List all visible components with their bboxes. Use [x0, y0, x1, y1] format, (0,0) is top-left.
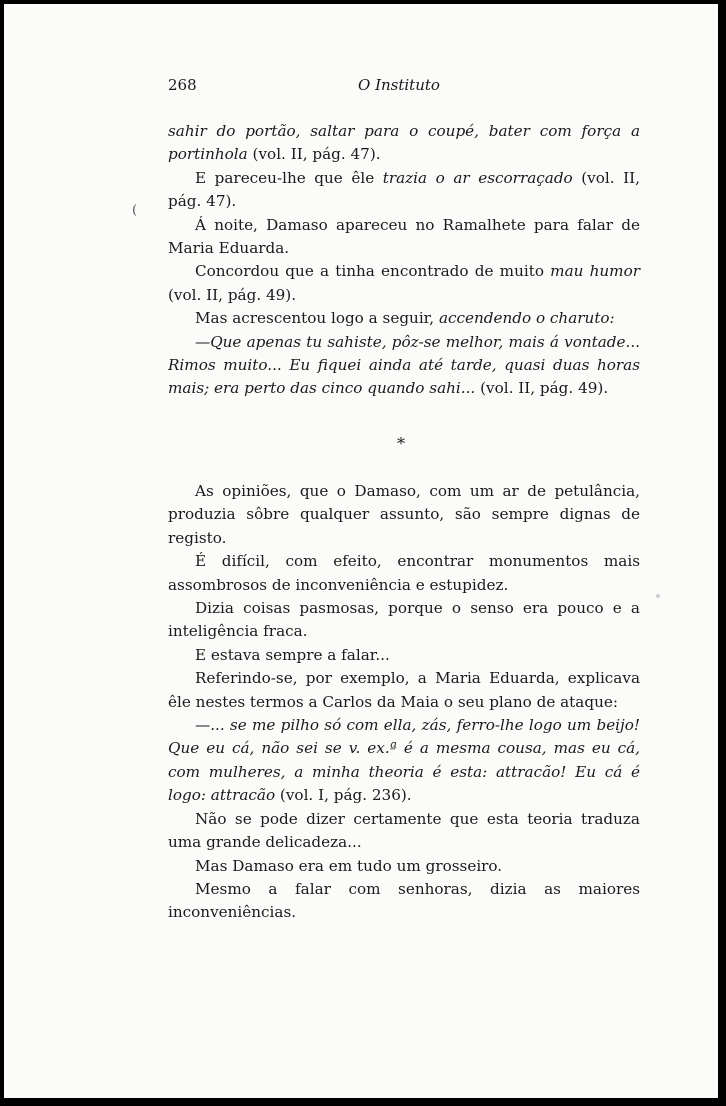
paragraph: É difícil, com efeito, encontrar monumentos mais assombrosos de inconveniência e estupidez.	[168, 552, 640, 594]
paragraph: Mesmo a falar com senhoras, dizia as maiores inconveniências.	[168, 879, 640, 922]
paragraph: Á noite, Damaso apareceu no Ramalhete para falar de Maria Eduarda.	[168, 215, 640, 258]
paragraph: Não se pode dizer certamente que esta teoria traduza uma grande delicadeza...	[168, 809, 640, 852]
paragraph: As opiniões, que o Damaso, com um ar de petulância, produzia sôbre qualquer assunto, são sempre dignas de registo.	[168, 482, 640, 547]
paragraph: Mas Damaso era em tudo um grosseiro.	[195, 856, 503, 875]
paper-speck	[656, 594, 660, 598]
quotation: —... se me pilho só com ella, zás, ferro-lhe logo um beijo! Que eu cá, não sei se v. ex.ª é a mesma cousa, mas eu cá, com mulheres, a minha theoria é esta: attracão! Eu cá é logo: attracão (vol. I, pág. 236).	[168, 716, 640, 805]
paragraph: Concordou que a tinha encontrado de muito mau humor (vol. II, pág. 49).	[168, 262, 640, 304]
quotation: —Que apenas tu sahiste, pôz-se melhor, mais á vontade... Rimos muito... Eu fiquei ainda até tarde, quasi duas horas mais; era perto das cinco quando sahi... (vol. II, pág. 49).	[168, 332, 640, 398]
paragraph: Dizia coisas pasmosas, porque o senso era pouco e a inteligência fraca.	[168, 599, 640, 641]
paragraph: sahir do portão, saltar para o coupé, bater com força a portinhola (vol. II, pág. 47).	[168, 122, 640, 164]
running-title: O Instituto	[358, 76, 440, 94]
book-page: 268 O Instituto ( sahir do portão, saltar para o coupé, bater com força a portinhola (vol. II, pág. 47). E pareceu-lhe que êle trazia o ar escorraçado (vol. II, pág. 47). Á noite, Damaso apareceu no Ramalhete para falar de Maria Eduarda. Concordou que a tinha encontrado de muito mau humor (vol. II, pág. 49). Mas acrescentou logo a seguir, accendendo o charuto: —Que apenas tu sahiste, pôz-se melhor, mais á vontade... Rimos muito... Eu fiquei ainda até tarde, quasi duas horas mais; era perto das cinco quando sahi... (vol. II, pág. 49). * As opiniões, que o Damaso, com um ar de petulância, produzia sôbre qualquer assunto, são sempre dignas de registo. É difícil, com efeito, encontrar monumentos mais assombrosos de inconveniência e estupidez. Dizia coisas pasmosas, porque o senso era pouco e a inteligência fraca. E estava sempre a falar... Referindo-se, por exemplo, a Maria Eduarda, explicava êle nestes termos a Carlos da Maia o seu plano de ataque: —... se me pilho só com ella, zás, ferro-lhe logo um beijo! Que eu cá, não sei se v. ex.ª é a mesma cousa, mas eu cá, com mulheres, a minha theoria é esta: attracão! Eu cá é logo: attracão (vol. I, pág. 236). Não se pode dizer certamente que esta teoria traduza uma grande delicadeza... Mas Damaso era em tudo um grosseiro. Mesmo a falar com senhoras, dizia as maiores inconveniências.	[4, 4, 718, 1098]
text-block-2	[168, 480, 640, 925]
paragraph: E pareceu-lhe que êle trazia o ar escorraçado (vol. II, pág. 47).	[168, 168, 640, 211]
page-number: 268	[168, 76, 197, 94]
margin-mark: (	[132, 203, 138, 218]
text-block-1	[168, 120, 640, 401]
paragraph: Mas acrescentou logo a seguir, accendendo o charuto:	[195, 309, 615, 328]
paragraph: Referindo-se, por exemplo, a Maria Eduarda, explicava êle nestes termos a Carlos da Maia o seu plano de ataque:	[168, 669, 640, 711]
paragraph: E estava sempre a falar...	[195, 645, 390, 664]
